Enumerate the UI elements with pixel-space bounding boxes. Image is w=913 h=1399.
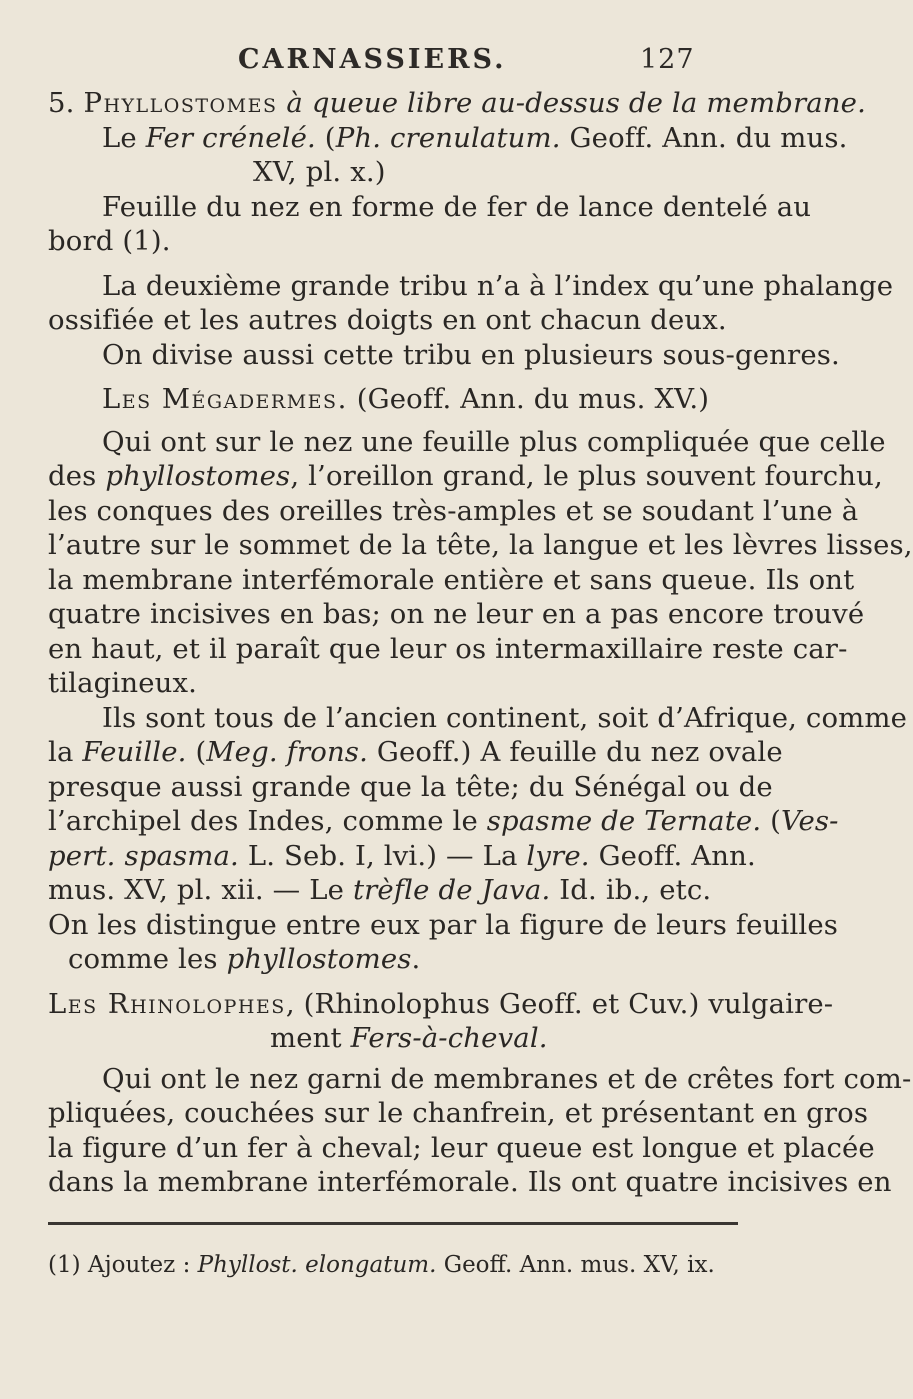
- text-run: dans la membrane interfémorale. Ils ont quatre incisives en: [48, 1166, 892, 1198]
- text-run: les conques des oreilles très-amples et se soudant l’une à: [48, 495, 859, 527]
- italic-text: à queue libre au-dessus de la membrane.: [286, 87, 866, 119]
- text-line: [270, 1021, 548, 1055]
- text-run: bord (1).: [48, 225, 171, 257]
- text-run: , (Rhinolophus Geoff. et Cuv.) vulgaire-: [285, 988, 834, 1020]
- italic-text: Meg. frons.: [206, 736, 368, 768]
- text-line: [48, 666, 197, 700]
- small-caps-text: Les Mégadermes.: [102, 383, 348, 415]
- text-run: Le: [102, 122, 146, 154]
- italic-text: spasme de Ternate.: [486, 805, 762, 837]
- small-caps-text: Les Rhinolophes: [48, 988, 286, 1020]
- text-line: [48, 908, 838, 942]
- text-run: Geoff. Ann. du mus.: [560, 122, 848, 154]
- text-line: [102, 701, 907, 735]
- italic-text: Feuille.: [82, 736, 187, 768]
- italic-text: phyllostomes: [226, 943, 412, 975]
- text-run: Qui ont sur le nez une feuille plus compliquée que celle: [102, 426, 886, 458]
- text-run: Geoff. Ann. mus. XV, ix.: [436, 1252, 715, 1278]
- text-line: [102, 121, 848, 155]
- text-run: comme les: [68, 943, 227, 975]
- section-heading: [102, 382, 709, 416]
- text-line: [48, 804, 839, 838]
- text-run: ment: [270, 1022, 351, 1054]
- text-run: ossifiée et les autres doigts en ont chacun deux.: [48, 304, 727, 336]
- text-line: [48, 770, 773, 804]
- text-line: [68, 942, 420, 976]
- text-line: [48, 303, 727, 337]
- running-title: CARNASSIERS.: [238, 44, 507, 75]
- italic-text: Phyllost. elongatum.: [197, 1252, 437, 1278]
- text-run: tilagineux.: [48, 667, 198, 699]
- text-run: Qui ont le nez garni de membranes et de crêtes fort com-: [102, 1063, 912, 1095]
- text-run: , l’oreillon grand, le plus souvent fourchu,: [290, 460, 883, 492]
- text-line: [48, 86, 866, 120]
- text-run: (: [761, 805, 781, 837]
- italic-text: lyre.: [526, 840, 590, 872]
- text-run: Ils sont tous de l’ancien continent, soit d’Afrique, comme: [102, 702, 908, 734]
- italic-text: Fers-à-cheval.: [350, 1022, 548, 1054]
- italic-text: Ves-: [781, 805, 839, 837]
- text-run: L. Seb. I, lvi.) — La: [238, 840, 527, 872]
- text-line: [48, 1165, 892, 1199]
- running-head: [0, 44, 800, 84]
- text-line: [102, 425, 886, 459]
- section-heading: [48, 987, 833, 1021]
- text-run: la figure d’un fer à cheval; leur queue est longue et placée: [48, 1132, 875, 1164]
- text-line: [48, 735, 783, 769]
- text-run: (Geoff. Ann. du mus. XV.): [347, 383, 710, 415]
- text-run: On les distingue entre eux par la figure de leurs feuilles: [48, 909, 839, 941]
- text-line: [48, 224, 171, 258]
- text-run: Geoff.) A feuille du nez ovale: [367, 736, 783, 768]
- text-run: pliquées, couchées sur le chanfrein, et présentant en gros: [48, 1097, 869, 1129]
- text-line: [48, 873, 711, 907]
- text-run: la: [48, 736, 83, 768]
- italic-text: phyllostomes: [105, 460, 291, 492]
- text-run: l’archipel des Indes, comme le: [48, 805, 487, 837]
- text-line: [102, 338, 840, 372]
- text-line: [48, 1131, 875, 1165]
- text-run: en haut, et il paraît que leur os intermaxillaire reste car-: [48, 633, 848, 665]
- text-run: (: [315, 122, 336, 154]
- text-line: [48, 528, 913, 562]
- text-run: Id. ib., etc.: [550, 874, 712, 906]
- text-line: [48, 494, 858, 528]
- text-line: [102, 269, 893, 303]
- text-run: 5.: [48, 87, 84, 119]
- text-run: la membrane interfémorale entière et sans queue. Ils ont: [48, 564, 855, 596]
- text-run: On divise aussi cette tribu en plusieurs sous-genres.: [102, 339, 840, 371]
- text-run: presque aussi grande que la tête; du Sénégal ou de: [48, 771, 773, 803]
- text-run: Feuille du nez en forme de fer de lance dentelé au: [102, 191, 812, 223]
- text-run: mus. XV, pl. xii. — Le: [48, 874, 353, 906]
- italic-text: pert. spasma.: [48, 840, 239, 872]
- text-line: [48, 563, 854, 597]
- text-run: (1) Ajoutez :: [48, 1252, 198, 1278]
- footnote-rule: [48, 1222, 738, 1225]
- text-line: [48, 597, 864, 631]
- text-line: [48, 632, 848, 666]
- text-run: Geoff. Ann.: [589, 840, 756, 872]
- text-run: quatre incisives en bas; on ne leur en a pas encore trouvé: [48, 598, 865, 630]
- italic-text: Ph. crenulatum.: [335, 122, 561, 154]
- text-line: [253, 155, 386, 189]
- text-run: La deuxième grande tribu n’a à l’index qu’une phalange: [102, 270, 894, 302]
- text-line: [102, 190, 811, 224]
- text-line: [102, 1062, 911, 1096]
- page-number: 127: [640, 44, 695, 75]
- text-line: [48, 459, 883, 493]
- text-run: l’autre sur le sommet de la tête, la langue et les lèvres lisses,: [48, 529, 913, 561]
- italic-text: Fer crénelé.: [145, 122, 316, 154]
- text-run: .: [411, 943, 421, 975]
- footnote: [48, 1250, 715, 1280]
- text-run: des: [48, 460, 106, 492]
- text-line: [48, 1096, 868, 1130]
- text-run: XV, pl. x.): [253, 156, 386, 188]
- small-caps-text: Phyllostomes: [83, 87, 278, 119]
- text-line: [48, 839, 756, 873]
- italic-text: trèfle de Java.: [352, 874, 551, 906]
- text-run: (: [186, 736, 207, 768]
